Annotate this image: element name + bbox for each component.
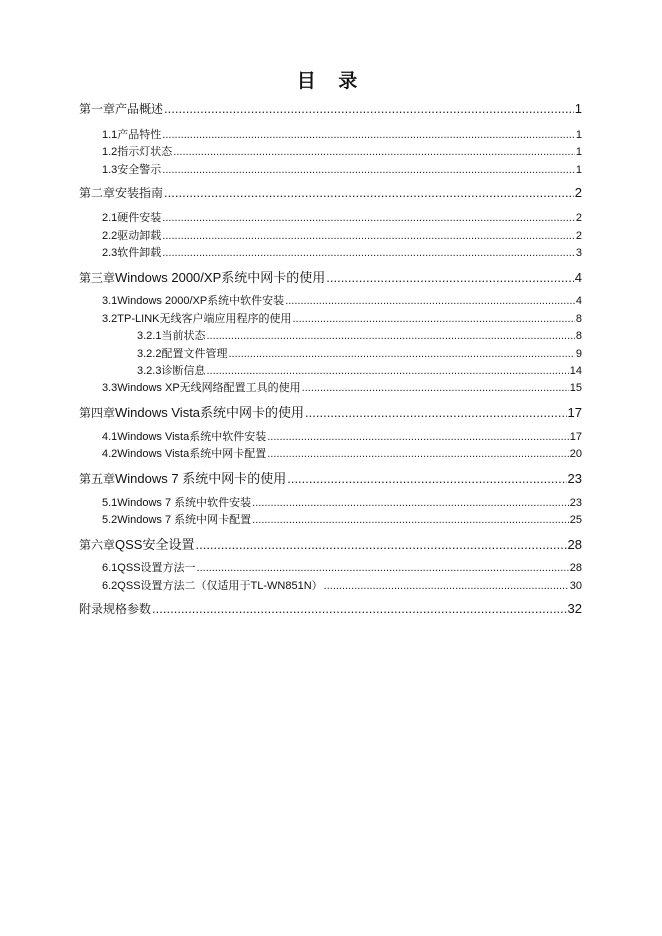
toc-entry-page: 23 xyxy=(569,497,582,509)
toc-entry-page: 1 xyxy=(575,146,582,158)
toc-entry-title: Windows 2000/XP系统中网卡的使用 xyxy=(115,270,326,285)
toc-entry-number: 3.2 xyxy=(102,313,118,325)
toc-entry-number: 1.1 xyxy=(102,129,118,141)
toc-entry[interactable] xyxy=(102,577,582,593)
toc-entry-page: 1 xyxy=(574,101,582,116)
toc-entry-title: 驱动卸载 xyxy=(117,230,162,242)
toc-leader-dots xyxy=(324,580,569,592)
toc-entry-title: QSS安全设置 xyxy=(115,537,195,552)
toc-entry[interactable] xyxy=(102,209,582,225)
toc-entry-chapter-4[interactable] xyxy=(79,402,582,421)
toc-entry[interactable] xyxy=(137,327,582,343)
toc-leader-dots xyxy=(285,295,575,307)
toc-entry-appendix[interactable] xyxy=(79,600,582,617)
toc-leader-dots xyxy=(164,101,574,116)
toc-entry-title: 安装指南 xyxy=(115,186,164,200)
toc-leader-dots xyxy=(206,330,574,342)
toc-leader-dots xyxy=(162,230,575,242)
toc-entry-chapter-1[interactable] xyxy=(79,100,582,117)
toc-entry-page: 2 xyxy=(574,185,582,200)
toc-entry-title: 配置文件管理 xyxy=(161,348,228,360)
toc-entry-number: 附录 xyxy=(79,602,104,616)
toc-leader-dots xyxy=(292,313,574,325)
toc-entry-number: 第六章 xyxy=(79,538,116,552)
toc-entry-title: 当前状态 xyxy=(161,330,206,342)
toc-entry-title: 诊断信息 xyxy=(161,365,206,377)
toc-entry-chapter-3[interactable] xyxy=(79,267,582,286)
toc-entry[interactable] xyxy=(102,143,582,159)
toc-entry-page: 3 xyxy=(575,247,582,259)
toc-entry-title: 规格参数 xyxy=(103,602,152,616)
toc-entry-title: Windows Vista系统中软件安装 xyxy=(117,431,267,443)
toc-entry-page: 28 xyxy=(567,537,582,552)
toc-entry-number: 2.2 xyxy=(102,230,118,242)
toc-entry-title: 安全警示 xyxy=(117,164,162,176)
toc-entry-title: Windows 2000/XP系统中软件安装 xyxy=(117,295,285,307)
toc-leader-dots xyxy=(173,146,575,158)
toc-entry-page: 23 xyxy=(567,471,582,486)
toc-entry-title: Windows 7 系统中网卡的使用 xyxy=(115,471,287,486)
toc-entry-number: 第五章 xyxy=(79,472,116,486)
toc-entry-title: Windows 7 系统中软件安装 xyxy=(117,497,252,509)
toc-leader-dots xyxy=(228,348,574,360)
page-title: 目 录 xyxy=(296,70,366,92)
toc-entry-number: 5.1 xyxy=(102,497,118,509)
toc-entry-page: 25 xyxy=(569,514,582,526)
toc-entry-page: 17 xyxy=(567,405,582,420)
toc-entry-page: 2 xyxy=(575,230,582,242)
toc-entry-chapter-6[interactable] xyxy=(79,534,582,553)
toc-entry[interactable] xyxy=(102,511,582,527)
toc-entry-number: 5.2 xyxy=(102,514,118,526)
toc-entry-title: TP-LINK无线客户端应用程序的使用 xyxy=(117,313,292,325)
toc-leader-dots xyxy=(326,270,574,285)
toc-leader-dots xyxy=(195,537,566,552)
toc-entry-number: 第一章 xyxy=(79,102,116,116)
toc-leader-dots xyxy=(305,405,567,420)
toc-leader-dots xyxy=(252,514,569,526)
toc-entry-number: 第二章 xyxy=(79,186,116,200)
toc-entry[interactable] xyxy=(102,244,582,260)
toc-entry-page: 32 xyxy=(567,601,582,616)
toc-entry-page: 8 xyxy=(575,313,582,325)
toc-entry-page: 9 xyxy=(575,348,582,360)
toc-entry-title: Windows Vista系统中网卡的使用 xyxy=(115,405,305,420)
toc-entry-title: Windows Vista系统中网卡配置 xyxy=(117,448,267,460)
toc-entry-number: 4.1 xyxy=(102,431,118,443)
toc-entry-number: 1.2 xyxy=(102,146,118,158)
toc-entry-number: 4.2 xyxy=(102,448,118,460)
toc-leader-dots xyxy=(252,497,569,509)
toc-entry-number: 3.2.3 xyxy=(137,365,162,377)
toc-leader-dots xyxy=(197,562,569,574)
toc-entry-number: 3.2.1 xyxy=(137,330,162,342)
toc-entry[interactable] xyxy=(102,379,582,395)
toc-entry-page: 28 xyxy=(569,562,582,574)
toc-entry-number: 6.2 xyxy=(102,580,118,592)
toc-leader-dots xyxy=(162,212,575,224)
toc-entry-title: 硬件安装 xyxy=(117,212,162,224)
toc-entry-number: 第四章 xyxy=(79,406,116,420)
toc-entry[interactable] xyxy=(102,126,582,142)
toc-entry-page: 15 xyxy=(569,382,582,394)
toc-entry-number: 6.1 xyxy=(102,562,118,574)
toc-entry-title: QSS设置方法二（仅适用于TL-WN851N） xyxy=(117,580,323,592)
toc-entry-title: 产品特性 xyxy=(117,129,162,141)
toc-entry-page: 17 xyxy=(569,431,582,443)
toc-leader-dots xyxy=(152,601,567,616)
toc-entry-chapter-2[interactable] xyxy=(79,184,582,201)
toc-leader-dots xyxy=(267,448,569,460)
toc-leader-dots xyxy=(206,365,568,377)
toc-entry-page: 4 xyxy=(575,295,582,307)
toc-entry-chapter-5[interactable] xyxy=(79,468,582,487)
toc-entry-number: 3.3 xyxy=(102,382,118,394)
toc-entry-page: 14 xyxy=(569,365,582,377)
toc-entry-title: 指示灯状态 xyxy=(117,146,173,158)
toc-entry-page: 20 xyxy=(569,448,582,460)
toc-entry-title: Windows 7 系统中网卡配置 xyxy=(117,514,252,526)
toc-entry-title: 产品概述 xyxy=(115,102,164,116)
toc-entry-page: 2 xyxy=(575,212,582,224)
toc-entry-number: 3.2.2 xyxy=(137,348,162,360)
toc-entry-page: 1 xyxy=(575,129,582,141)
toc-entry-number: 3.1 xyxy=(102,295,118,307)
toc-entry[interactable] xyxy=(137,345,582,361)
toc-entry[interactable] xyxy=(102,428,582,444)
toc-entry-title: QSS设置方法一 xyxy=(117,562,196,574)
toc-entry-page: 8 xyxy=(575,330,582,342)
toc-entry-page: 4 xyxy=(574,270,582,285)
toc-leader-dots xyxy=(267,431,569,443)
toc-entry[interactable] xyxy=(102,310,582,326)
toc-entry[interactable] xyxy=(102,161,582,177)
toc-entry[interactable] xyxy=(102,559,582,575)
toc-leader-dots xyxy=(162,164,575,176)
toc-entry-number: 1.3 xyxy=(102,164,118,176)
toc-entry[interactable] xyxy=(102,292,582,308)
toc-entry[interactable] xyxy=(137,362,582,378)
toc-leader-dots xyxy=(287,471,566,486)
toc-entry[interactable] xyxy=(102,445,582,461)
toc-leader-dots xyxy=(162,247,575,259)
toc-entry-number: 第三章 xyxy=(79,271,116,285)
toc-entry[interactable] xyxy=(102,494,582,510)
toc-leader-dots xyxy=(302,382,569,394)
toc-leader-dots xyxy=(162,129,575,141)
toc-entry-title: 软件卸载 xyxy=(117,247,162,259)
toc-entry-number: 2.3 xyxy=(102,247,118,259)
toc-entry-page: 30 xyxy=(569,580,582,592)
toc-entry-page: 1 xyxy=(575,164,582,176)
toc-entry-title: Windows XP无线网络配置工具的使用 xyxy=(117,382,301,394)
toc-entry-number: 2.1 xyxy=(102,212,118,224)
toc-leader-dots xyxy=(164,185,574,200)
toc-entry[interactable] xyxy=(102,227,582,243)
